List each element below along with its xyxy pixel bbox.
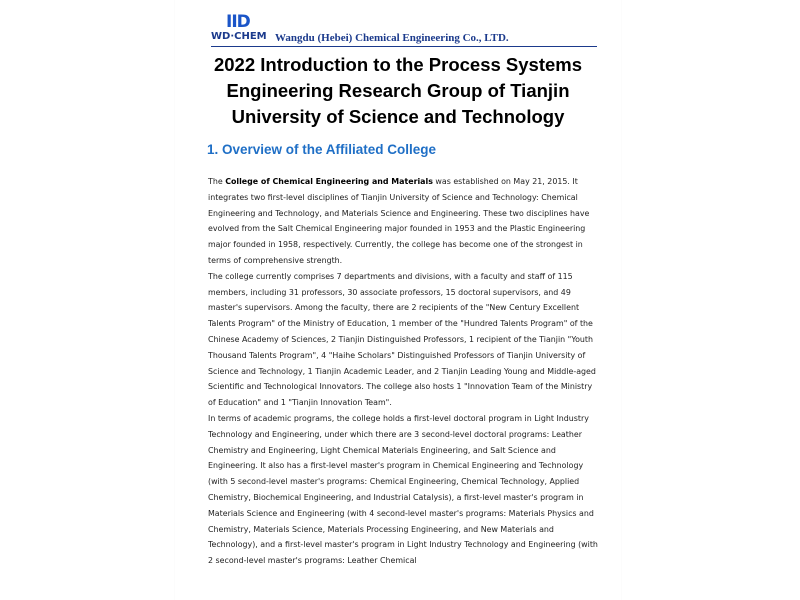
page-title: 2022 Introduction to the Process Systems Engineering Research Group of Tianjin University of Science and Technology — [213, 54, 583, 127]
paragraph-1-lead: The — [208, 177, 226, 186]
logo-mark: IID — [226, 12, 250, 32]
paragraph-1-text: was established on May 21, 2015. It integrates two first-level disciplines of Tianjin University of Science and Technology: Chemical Engineering and Technology, and Materials Science and Engineering. These two disciplines have evolved from the Salt Chemical Engineering major founded in 1953 and the Plastic Engineering major founded in 1958, respectively. Currently, the college has become one of the strongest in terms of comprehensive strength. — [208, 177, 590, 265]
logo-text: WD·CHEM — [211, 31, 267, 42]
college-name: College of Chemical Engineering and Materials — [225, 177, 433, 186]
paragraph-2: The college currently comprises 7 departments and divisions, with a faculty and staff of 115 members, including 31 professors, 30 associate professors, 15 doctoral supervisors, and 49 master's supervisors. Among the faculty, there are 2 recipients of the "New Century Excellent Talents Program" of the Ministry of Education, 1 member of the "Hundred Talents Program" of the Chinese Academy of Sciences, 2 Tianjin Distinguished Professors, 1 recipient of the Tianjin "Youth Thousand Talents Program", 4 "Haihe Scholars" Distinguished Professors of Tianjin University of Science and Technology, 1 Tianjin Academic Leader, and 2 Tianjin Leading Young and Middle-aged Scientific and Technological Innovators. The college also hosts 1 "Innovation Team of the Ministry of Education" and 1 "Tianjin Innovation Team". — [208, 271, 596, 408]
company-name: Wangdu (Hebei) Chemical Engineering Co., LTD. — [275, 32, 509, 44]
document-header — [211, 10, 597, 47]
company-logo — [211, 12, 271, 44]
document-body — [208, 174, 600, 569]
document-page — [175, 0, 621, 600]
paragraph-1 — [208, 174, 600, 269]
section-heading: 1. Overview of the Affiliated College — [207, 142, 437, 157]
paragraph-3: In terms of academic programs, the college holds a first-level doctoral program in Light Industry Technology and Engineering, under which there are 3 second-level doctoral programs: Leather Chemistry and Engineering, Light Chemical Materials Engineering, and Salt Science and Engineering. It also has a first-level master's program in Chemical Engineering and Technology (with 5 second-level master's programs: Chemical Engineering, Chemical Technology, Applied Chemistry, Biochemical Engineering, and Industrial Catalysis), a first-level master's program in Materials Science and Engineering (with 4 second-level master's programs: Materials Physics and Chemistry, Materials Science, Materials Processing Engineering, and New Materials and Technology), and a first-level master's program in Light Industry Technology and Engineering (with 2 second-level master's programs: Leather Chemical — [208, 413, 598, 566]
